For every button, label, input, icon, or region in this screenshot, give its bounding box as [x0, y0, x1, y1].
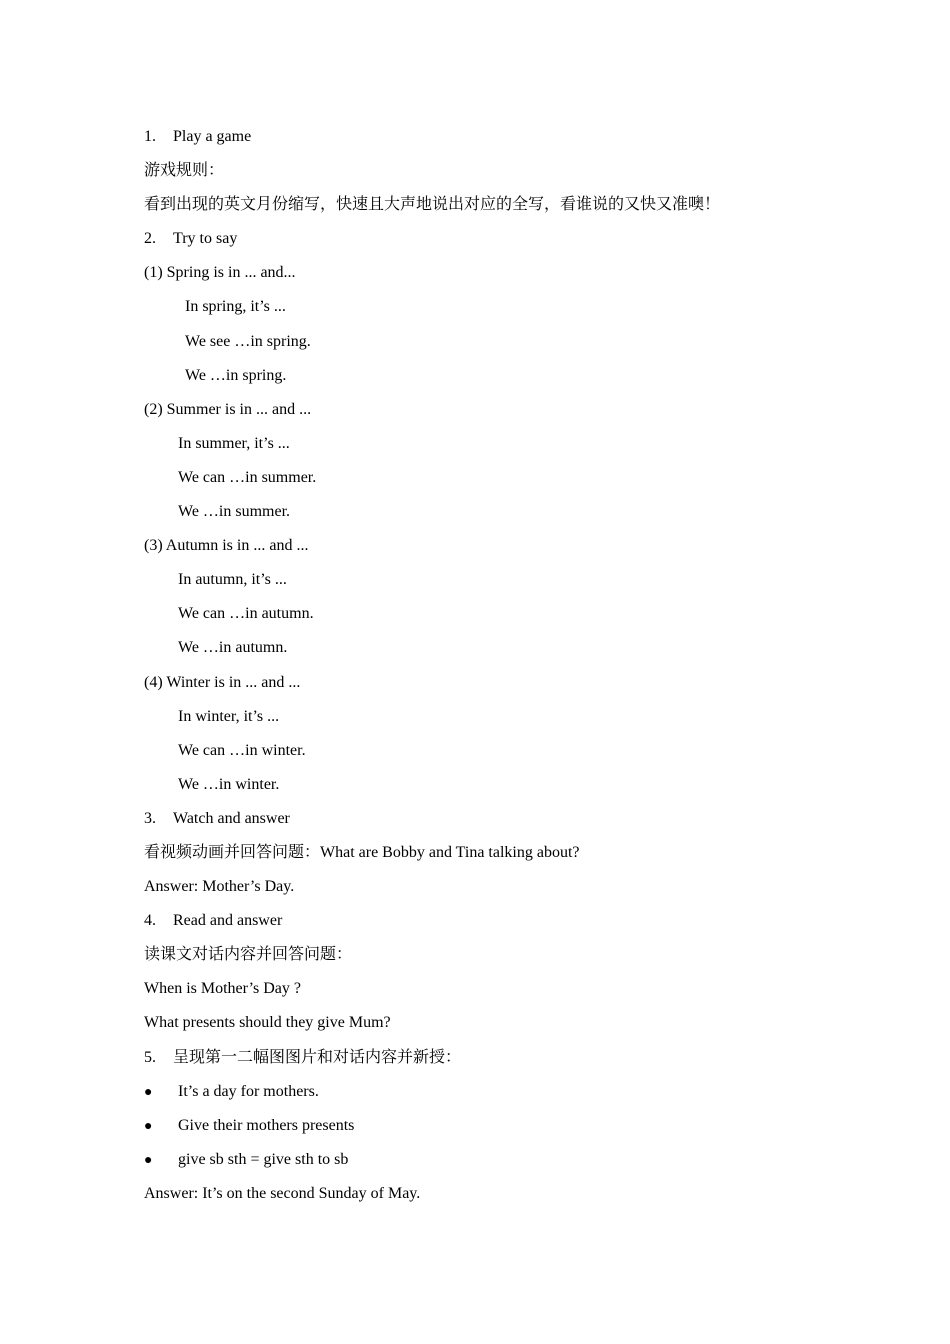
- read-question-1: When is Mother’s Day ?: [144, 980, 301, 998]
- bullet-item: [144, 1148, 844, 1182]
- section-4-heading: [144, 909, 844, 943]
- winter-line-1: In winter, it’s ...: [178, 707, 280, 725]
- read-question-2: What presents should they give Mum?: [144, 1014, 391, 1032]
- section-title: Play a game: [173, 128, 252, 145]
- section-number: 1.: [144, 128, 156, 145]
- document-page: [144, 125, 844, 1216]
- section-1-heading: [144, 125, 844, 159]
- rules-text: 看到出现的英文月份缩写，快速且大声地说出对应的全写，看谁说的又快又准噢！: [144, 196, 721, 214]
- section-5-heading: [144, 1046, 844, 1080]
- winter-heading: (4) Winter is in ... and ...: [144, 673, 301, 691]
- watch-answer: Answer: Mother’s Day.: [144, 878, 295, 896]
- section-title: Try to say: [173, 230, 238, 248]
- section-number: 3.: [144, 809, 156, 827]
- section-title: Read and answer: [173, 912, 283, 930]
- summer-heading: (2) Summer is in ... and ...: [144, 400, 312, 418]
- spring-heading: (1) Spring is in ... and...: [144, 264, 296, 282]
- bullet-item: [144, 1080, 844, 1114]
- winter-line-2: We can …in winter.: [178, 741, 306, 759]
- bullet-dot-icon: ●: [144, 1152, 153, 1168]
- section-number: 5.: [144, 1048, 156, 1066]
- winter-line-3: We …in winter.: [178, 775, 280, 793]
- bullet-item: [144, 1114, 844, 1148]
- bullet-text: give sb sth = give sth to sb: [178, 1150, 349, 1168]
- bullet-dot-icon: ●: [144, 1118, 153, 1134]
- autumn-line-1: In autumn, it’s ...: [178, 571, 287, 589]
- spring-line-1: In spring, it’s ...: [185, 298, 286, 316]
- autumn-line-3: We …in autumn.: [178, 639, 288, 657]
- bullet-text: Give their mothers presents: [178, 1116, 355, 1134]
- bullet-text: It’s a day for mothers.: [178, 1082, 319, 1100]
- section-2-heading: [144, 227, 844, 261]
- summer-line-3: We …in summer.: [178, 503, 291, 521]
- summer-line-1: In summer, it’s ...: [178, 434, 290, 452]
- section-number: 2.: [144, 230, 156, 248]
- bullet-dot-icon: ●: [144, 1084, 153, 1100]
- final-answer: Answer: It’s on the second Sunday of May.: [144, 1184, 421, 1202]
- summer-line-2: We can …in summer.: [178, 468, 317, 486]
- section-title: 呈现第一二幅图图片和对话内容并新授：: [173, 1048, 462, 1066]
- spring-line-2: We see …in spring.: [185, 332, 311, 350]
- read-label: 读课文对话内容并回答问题：: [144, 946, 353, 964]
- section-title: Watch and answer: [173, 809, 290, 827]
- spring-line-3: We …in spring.: [185, 366, 287, 384]
- section-3-heading: [144, 807, 844, 841]
- section-number: 4.: [144, 912, 156, 930]
- watch-question: 看视频动画并回答问题：What are Bobby and Tina talking about?: [144, 843, 580, 861]
- autumn-line-2: We can …in autumn.: [178, 605, 314, 623]
- autumn-heading: (3) Autumn is in ... and ...: [144, 537, 309, 555]
- rules-label: 游戏规则：: [144, 162, 225, 180]
